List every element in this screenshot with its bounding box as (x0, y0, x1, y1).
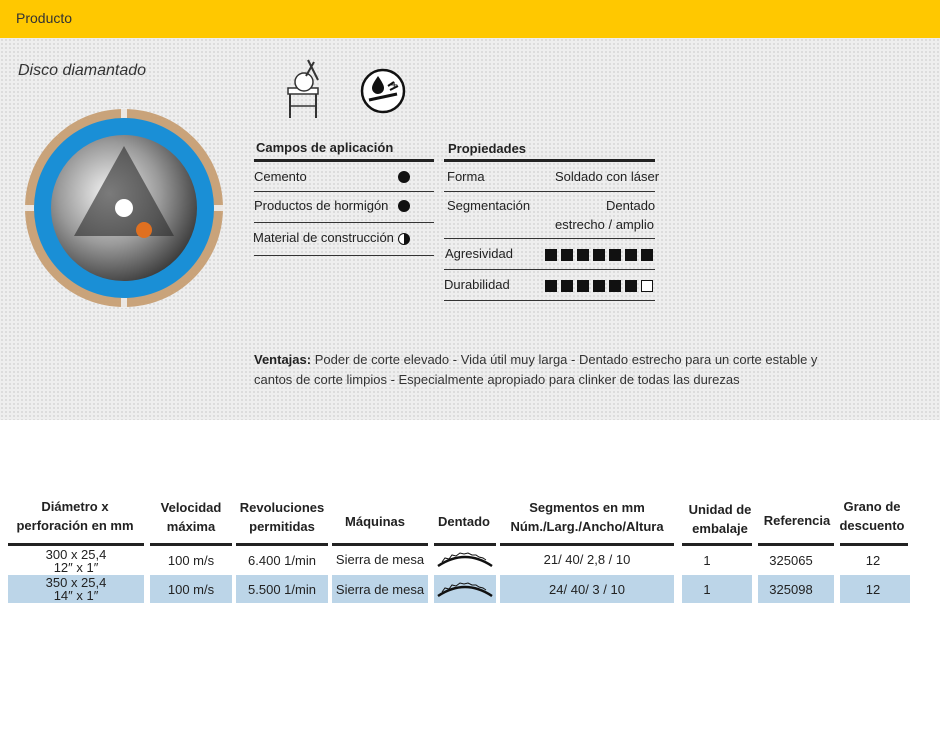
divider (254, 255, 434, 256)
serrated-rim-icon (436, 580, 494, 598)
serrated-rim-icon (436, 550, 494, 568)
rating-square-filled (577, 249, 589, 261)
table-row-2-segmentos: 24/ 40/ 3 / 10 (500, 575, 674, 603)
rating-square-filled (577, 280, 589, 292)
rating-square-filled (545, 249, 557, 261)
col-header-revoluciones: Revoluciones permitidas (239, 500, 325, 534)
rating-square-filled (561, 280, 573, 292)
col-header-maquinas: Máquinas (345, 514, 405, 529)
segmentacion-value: Dentado (606, 198, 656, 213)
durabilidad-rating (545, 280, 653, 292)
table-row-2-revoluciones: 5.500 1/min (236, 575, 328, 603)
col-rule (840, 543, 908, 546)
forma-label: Forma (447, 169, 485, 184)
col-header-unidad: Unidad de embalaje (688, 502, 752, 536)
diamond-disc-image (24, 108, 224, 308)
table-row-2-referencia: 325098 (758, 575, 834, 603)
agresividad-label: Agresividad (445, 246, 513, 261)
col-rule (434, 543, 496, 546)
col-header-referencia: Referencia (763, 513, 831, 528)
aplicacion-title: Campos de aplicación (256, 140, 394, 155)
col-rule (758, 543, 834, 546)
col-rule (682, 543, 752, 546)
divider (444, 191, 655, 192)
rating-square-filled (625, 249, 637, 261)
col-rule (332, 543, 428, 546)
durabilidad-label: Durabilidad (444, 277, 510, 292)
rating-square-filled (625, 280, 637, 292)
rating-square-filled (593, 249, 605, 261)
divider (254, 222, 434, 223)
ventajas-body: Poder de corte elevado - Vida útil muy larga - Dentado estrecho para un corte estable y cantos de corte limpios - Especialmente apropiado para clinker de todas las durezas (254, 352, 818, 387)
table-row-2-velocidad: 100 m/s (150, 575, 232, 603)
rating-square-filled (609, 249, 621, 261)
aplicacion-rule (254, 159, 434, 162)
forma-value: Soldado con láser (555, 169, 660, 184)
col-header-dentado: Dentado (438, 514, 490, 529)
col-header-velocidad: Velocidad máxima (160, 500, 222, 534)
table-row-1-maquina: Sierra de mesa (335, 551, 425, 567)
header-bar (0, 0, 940, 38)
table-row-1-grano: 12 (865, 553, 881, 568)
svg-text:+: + (390, 80, 399, 91)
rating-square-filled (561, 249, 573, 261)
table-row-2-unidad: 1 (682, 575, 752, 603)
aplicacion-item-label: Productos de hormigón (254, 198, 389, 213)
table-row-1-referencia: 325065 (769, 553, 813, 568)
segmentacion-label: Segmentación (447, 198, 531, 213)
full-suitability-icon (398, 200, 410, 212)
table-row-2-diametro: 350 x 25,4 14″ x 1″ (8, 575, 144, 603)
table-row-1-dentado (434, 547, 496, 571)
col-header-diametro: Diámetro x perforación en mm (16, 499, 134, 533)
propiedades-title: Propiedades (448, 141, 527, 156)
header-title: Producto (16, 10, 73, 26)
table-row-2-maquina: Sierra de mesa (332, 575, 428, 603)
rating-square-filled (545, 280, 557, 292)
aplicacion-item-label: Cemento (254, 169, 307, 184)
divider (444, 300, 655, 301)
agresividad-rating (545, 249, 653, 261)
half-suitability-icon (398, 233, 410, 245)
ventajas-text (254, 350, 854, 390)
aplicacion-item-label: Material de construcción (253, 230, 394, 245)
rating-square-filled (609, 280, 621, 292)
wet-cutting-icon (360, 68, 406, 114)
propiedades-rule (444, 159, 655, 162)
table-saw-icon (282, 58, 324, 120)
full-suitability-icon (398, 171, 410, 183)
divider (254, 191, 434, 192)
product-name: Disco diamantado (18, 62, 147, 79)
table-row-2-grano: 12 (840, 575, 910, 603)
rating-square-empty (641, 280, 653, 292)
divider (444, 269, 655, 270)
divider (444, 238, 655, 239)
rating-square-filled (641, 249, 653, 261)
col-rule (8, 543, 144, 546)
table-row-1-revoluciones: 6.400 1/min (248, 553, 316, 568)
col-header-segmentos: Segmentos en mm Núm./Larg./Ancho/Altura (510, 500, 664, 534)
col-header-grano: Grano de descuento (839, 499, 905, 533)
col-rule (150, 543, 232, 546)
col-rule (500, 543, 674, 546)
table-row-1-diametro: 300 x 25,4 12″ x 1″ (45, 546, 107, 575)
table-row-1-segmentos: 21/ 40/ 2,8 / 10 (543, 551, 631, 567)
ventajas-label: Ventajas: (254, 352, 312, 367)
table-row-1-unidad: 1 (703, 553, 711, 568)
segmentacion-value-2: estrecho / amplio (555, 217, 654, 232)
table-row-2-dentado (434, 575, 496, 603)
col-rule (236, 543, 328, 546)
table-row-1-velocidad: 100 m/s (167, 553, 215, 568)
rating-square-filled (593, 280, 605, 292)
